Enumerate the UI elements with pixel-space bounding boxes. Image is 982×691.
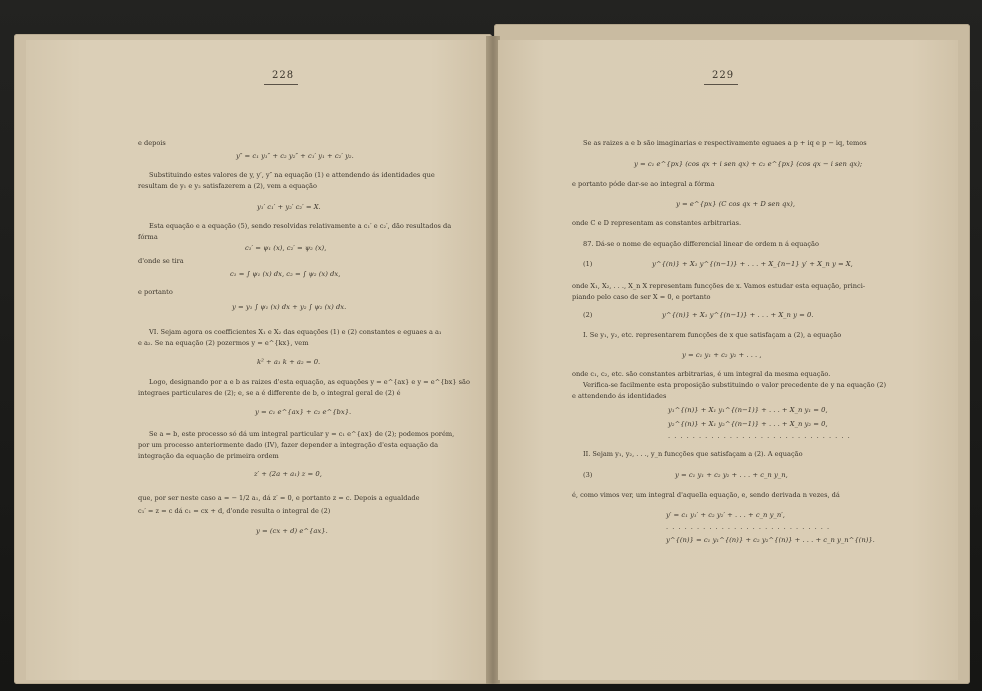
- text-line: que, por ser neste caso a = − 1/2 a₁, dá z′ = 0, e portanto z = c. Depois a egualdade: [138, 494, 420, 502]
- text-line: d'onde se tira: [138, 257, 184, 265]
- text-line: onde X₁, X₂, . . ., X_n X representam funcções de x. Vamos estudar esta equação, princi-: [572, 282, 866, 290]
- text-line: Se a = b, este processo só dá um integral particular y = c₁ e^{ax} de (2); podemos porém,: [149, 430, 455, 438]
- text-line: c₁′ = z = c dá c₁ = cx + d, d'onde resulta o integral de (2): [138, 507, 331, 515]
- equation: y = y₁ ∫ ψ₁ (x) dx + y₂ ∫ ψ₂ (x) dx.: [232, 303, 347, 311]
- equation: y^{(n)} + X₁ y^{(n−1)} + . . . + X_n y = 0.: [662, 311, 814, 319]
- equation: y″ = c₁ y₁″ + c₂ y₂″ + c₁′ y₁ + c₂′ y₂.: [236, 152, 354, 160]
- equation: y^{(n)} + X₁ y^{(n−1)} + . . . + X_{n−1} y′ + X_n y = X,: [652, 260, 853, 268]
- text-line: Substituindo estes valores de y, y′, y″ na equação (1) e attendendo ás identidades que: [149, 171, 435, 179]
- text-line: e portanto: [138, 288, 173, 296]
- equation: z′ + (2a + a₁) z = 0,: [254, 470, 322, 478]
- text-line: integraes particulares de (2); e, se a é differente de b, o integral geral de (2) é: [138, 389, 401, 397]
- text-line: e attendendo ás identidades: [572, 392, 667, 400]
- equation: y = c₁ e^{ax} + c₂ e^{bx}.: [255, 408, 352, 416]
- text-line: Verifica-se facilmente esta proposição substituindo o valor precedente de y na equação (2): [583, 381, 887, 389]
- text-line: resultam de y₁ e y₂ satisfazerem a (2), vem a equação: [138, 182, 317, 190]
- equation-number: (3): [583, 471, 593, 479]
- left-page-number: 228: [272, 70, 295, 81]
- equation: y = (cx + d) e^{ax}.: [256, 527, 328, 535]
- equation: y₁′ c₁′ + y₂′ c₂′ = X.: [257, 203, 321, 211]
- equation: y′ = c₁ y₁′ + c₂ y₂′ + . . . + c_n y_n′,: [666, 511, 785, 519]
- text-line: integração da equação de primeira ordem: [138, 452, 279, 460]
- text-line: Esta equação e a equação (5), sendo resolvidas relativamente a c₁′ e c₂′, dão resultados da: [149, 222, 452, 230]
- equation: y₂^{(n)} + X₁ y₂^{(n−1)} + . . . + X_n y₂ = 0,: [668, 420, 828, 428]
- left-page: [26, 40, 486, 680]
- equation: y₁^{(n)} + X₁ y₁^{(n−1)} + . . . + X_n y₁ = 0,: [668, 406, 828, 414]
- text-line: II. Sejam y₁, y₂, . . ., y_n funcções que satisfaçam a (2). A equação: [583, 450, 803, 458]
- equation: y = c₁ e^{px} (cos qx + i sen qx) + c₂ e^{px} (cos qx − i sen qx);: [634, 160, 863, 168]
- text-line: I. Se y₁, y₂, etc. representarem funcções de x que satisfaçam a (2), a equação: [583, 331, 842, 339]
- equation: k² + a₁ k + a₂ = 0.: [257, 358, 321, 366]
- equation: c₁ = ∫ ψ₁ (x) dx, c₂ = ∫ ψ₂ (x) dx,: [230, 270, 341, 278]
- text-line: Logo, designando por a e b as raizes d'esta equação, as equações y = e^{ax} e y = e^{bx} são: [149, 378, 470, 386]
- text-line: por um processo anteriormente dado (IV), fazer depender a integração d'esta equação da: [138, 441, 439, 449]
- text-line: e a₂. Se na equação (2) pozermos y = e^{kx}, vem: [138, 339, 309, 347]
- equation: y = c₁ y₁ + c₂ y₂ + . . . ,: [682, 351, 762, 359]
- text-line: 87. Dá-se o nome de equação differencial linear de ordem n á equação: [583, 240, 819, 248]
- left-page-number-rule: [264, 84, 298, 85]
- text-line: VI. Sejam agora os coefficientes X₁ e X₂ das equações (1) e (2) constantes e eguaes a a₁: [149, 328, 442, 336]
- text-line: e depois: [138, 139, 166, 147]
- text-line: onde C e D representam as constantes arbitrarias.: [572, 219, 742, 227]
- text-line: onde c₁, c₂, etc. são constantes arbitrarias, é um integral da mesma equação.: [572, 370, 831, 378]
- equation: y = e^{px} (C cos qx + D sen qx),: [676, 200, 795, 208]
- text-line: fórma: [138, 233, 158, 241]
- text-line: Se as raizes a e b são imaginarias e respectivamente eguaes a p + iq e p − iq, temos: [583, 139, 867, 147]
- equation: y = c₁ y₁ + c₂ y₂ + . . . + c_n y_n,: [675, 471, 788, 479]
- ellipsis-row: . . . . . . . . . . . . . . . . . . . . . . . . . . . . . .: [668, 432, 851, 440]
- text-line: é, como vimos ver, um integral d'aquella equação, e, sendo derivada n vezes, dá: [572, 491, 840, 499]
- equation: y^{(n)} = c₁ y₁^{(n)} + c₂ y₂^{(n)} + . . . + c_n y_n^{(n)}.: [666, 536, 875, 544]
- ellipsis-row: . . . . . . . . . . . . . . . . . . . . . . . . . . .: [666, 523, 831, 531]
- right-page: [498, 40, 958, 680]
- right-page-number: 229: [712, 70, 735, 81]
- text-line: piando pelo caso de ser X = 0, e portanto: [572, 293, 711, 301]
- equation-number: (2): [583, 311, 593, 319]
- equation-number: (1): [583, 260, 593, 268]
- text-line: e portanto póde dar-se ao integral a fórma: [572, 180, 715, 188]
- equation: c₁′ = ψ₁ (x), c₂′ = ψ₂ (x),: [245, 244, 327, 252]
- right-page-number-rule: [704, 84, 738, 85]
